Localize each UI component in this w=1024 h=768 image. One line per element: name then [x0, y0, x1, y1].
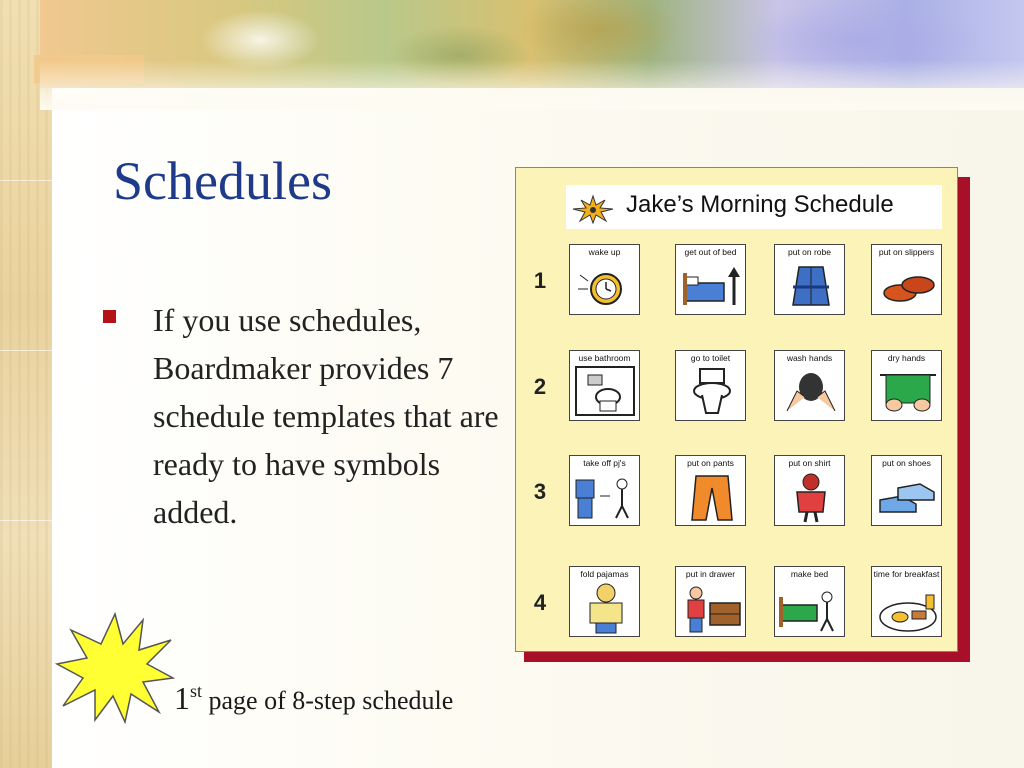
schedule-card	[871, 350, 942, 421]
schedule-row-number: 2	[533, 374, 547, 399]
schedule-row-number: 3	[533, 479, 547, 504]
left-decorative-strip	[0, 0, 52, 768]
schedule-card	[675, 566, 746, 637]
schedule-card	[774, 566, 845, 637]
schedule-card	[774, 350, 845, 421]
schedule-row-number: 1	[533, 268, 547, 293]
schedule-card	[569, 455, 640, 526]
bullet-text: If you use schedules, Boardmaker provides 7 schedule templates that are ready to have symbols added.	[153, 302, 499, 530]
schedule-board	[515, 167, 958, 652]
schedule-card	[871, 244, 942, 315]
schedule-row-number: 4	[533, 590, 547, 615]
caption-superscript: st	[190, 681, 203, 701]
caption-text: page of 8-step schedule	[202, 686, 454, 715]
schedule-card	[675, 350, 746, 421]
schedule-card-label: put on slippers	[878, 247, 935, 257]
schedule-card	[569, 566, 640, 637]
schedule-card	[569, 244, 640, 315]
caption-number: 1	[174, 680, 190, 716]
schedule-card-label: make bed	[790, 569, 829, 579]
schedule-card-label: time for breakfast	[873, 569, 940, 579]
schedule-card	[675, 455, 746, 526]
schedule-card-label: fold pajamas	[580, 569, 629, 579]
slide-title: Schedules	[113, 151, 332, 211]
banner-fade	[40, 60, 1024, 110]
schedule-card-label: put on shirt	[788, 458, 831, 468]
schedule-card	[871, 566, 942, 637]
schedule-title: Jake’s Morning Schedule	[626, 191, 894, 218]
schedule-card-label: put in drawer	[685, 569, 736, 579]
schedule-card	[569, 350, 640, 421]
schedule-card-label: get out of bed	[684, 247, 737, 257]
schedule-card-label: wash hands	[786, 353, 833, 363]
schedule-card-label: use bathroom	[578, 353, 631, 363]
star-burst-icon	[571, 194, 615, 224]
schedule-card	[871, 455, 942, 526]
schedule-card-label: take off pj's	[583, 458, 626, 468]
yellow-starburst-icon	[55, 612, 175, 724]
schedule-card-label: put on shoes	[882, 458, 931, 468]
schedule-card	[774, 244, 845, 315]
schedule-card-label: put on pants	[687, 458, 734, 468]
schedule-header	[566, 185, 942, 229]
schedule-card-label: wake up	[588, 247, 621, 257]
slide-caption	[174, 680, 453, 717]
schedule-card	[774, 455, 845, 526]
schedule-card	[675, 244, 746, 315]
schedule-card-label: put on robe	[787, 247, 831, 257]
schedule-card-label: go to toilet	[690, 353, 731, 363]
square-bullet-icon	[103, 310, 116, 323]
schedule-card-label: dry hands	[887, 353, 926, 363]
